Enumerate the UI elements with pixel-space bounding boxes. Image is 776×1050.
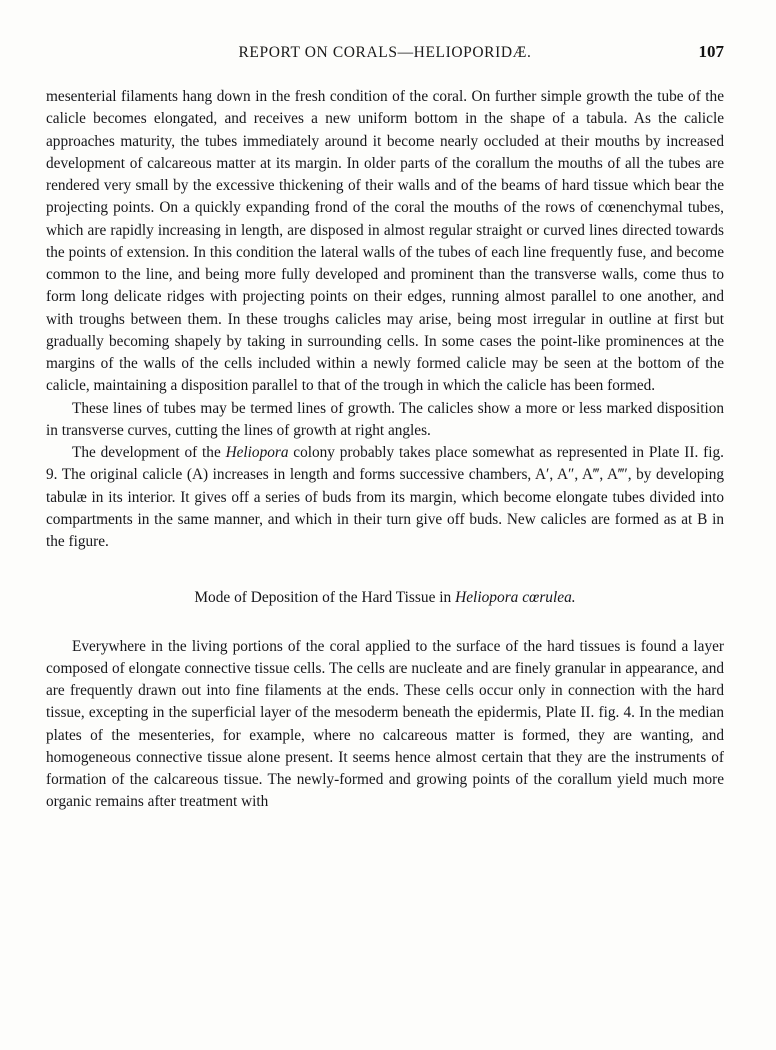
paragraph-4: Everywhere in the living portions of the coral applied to the surface of the hard tissues is found a layer composed of elongate connective tissue cells. The cells are nucleate and are finely granular in appearance, and are frequently drawn out into fine filaments at the ends. These cells occur only in connection with the hard tissue, excepting in the superficial layer of the mesoderm beneath the epidermis, Plate II. fig. 4. In the median plates of the mesenteries, for example, where no calcareous matter is formed, they are wanting, and homogeneous connective tissue alone present. It seems hence almost certain that they are the instruments of formation of the calcareous tissue. The newly-formed and growing points of the corallum yield much more organic remains after treatment with — [46, 637, 724, 811]
paragraph-1: mesenterial filaments hang down in the fresh condition of the coral. On further simple growth the tube of the calicle becomes elongated, and receives a new uniform bottom in the shape of a tabula. As the calicle approaches maturity, the tubes immediately around it become nearly occluded at their mouths by increased development of calcareous matter at its margin. In older parts of the corallum the mouths of all the tubes are rendered very small by the excessive thickening of their walls and of the beams of hard tissue which bear the projecting points. On a quickly expanding frond of the coral the mouths of the rows of cœnenchymal tubes, which are rapidly increasing in length, are disposed in almost regular straight or curved lines directed towards the points of extension. In this condition the lateral walls of the tubes of each line frequently fuse, and become common to the line, and being more fully developed and prominent than the transverse walls, come thus to form long delicate ridges with projecting points on their edges, running almost parallel to one another, and with troughs between them. In these troughs calicles may arise, being most irregular in outline at first but gradually becoming shapely by taking in surrounding cells. In some cases the point-like prominences at the margins of the walls of the cells included within a newly formed calicle may be seen at the bottom of the calicle, maintaining a disposition parallel to that of the trough in which the calicle has been formed. — [46, 88, 724, 395]
section-heading-species: Heliopora cœrulea. — [455, 589, 576, 607]
body-text — [46, 86, 724, 814]
page-header — [46, 44, 724, 70]
running-title: REPORT ON CORALS—HELIOPORIDÆ. — [238, 44, 532, 61]
paragraph-3-part-3: colony probably takes place somewhat as represented in Plate II. fig. 9. The original calicle (A) increases in length and forms successive chambers, A′, A″, A‴, A‴′, by developing tabulæ in its interior. It gives off a series of buds from its margin, which become elongate tubes divided into compartments in the same manner, and which in their turn give off buds. New calicles are formed as at B in the figure. — [46, 444, 724, 550]
paragraph-2: These lines of tubes may be termed lines of growth. The calicles show a more or less marked disposition in transverse curves, cutting the lines of growth at right angles. — [46, 399, 724, 439]
section-heading-text: Mode of Deposition of the Hard Tissue in — [194, 589, 456, 607]
genus-name-heliopora: Heliopora — [225, 444, 289, 461]
paragraph-3 — [46, 442, 724, 553]
section-heading — [46, 587, 724, 609]
page-number: 107 — [698, 42, 724, 61]
paragraph-3-part-1: The development of the — [72, 444, 226, 461]
